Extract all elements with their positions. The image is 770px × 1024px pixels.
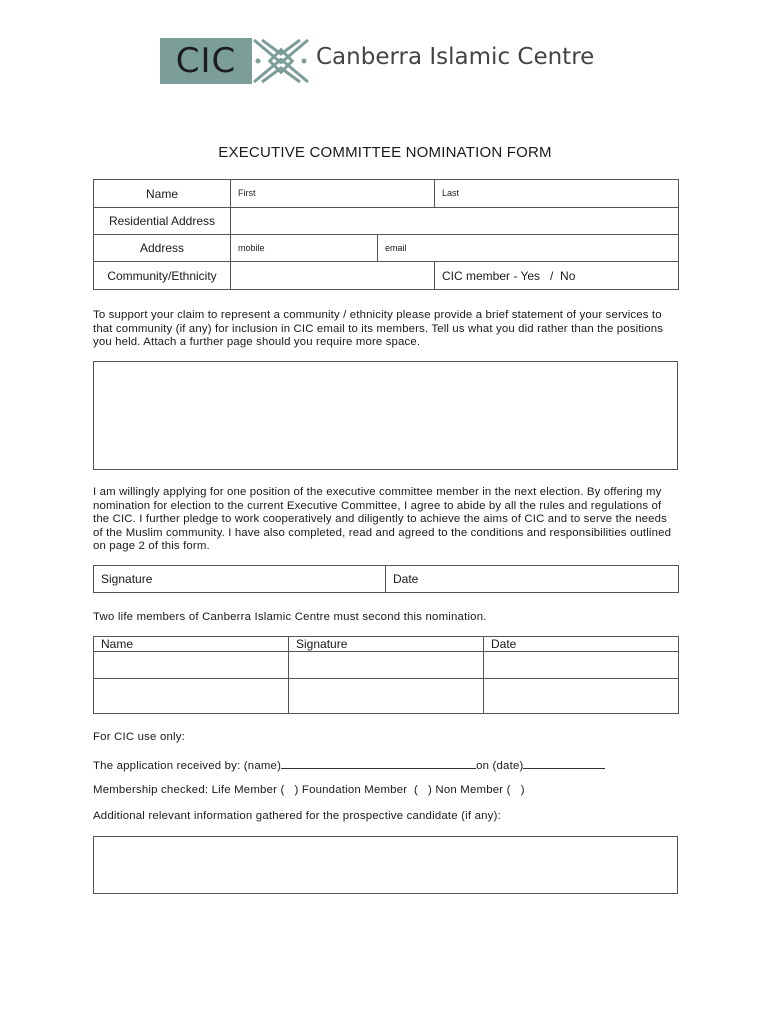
seconder-2-name[interactable]: [94, 679, 289, 714]
mobile-field[interactable]: mobile: [231, 235, 378, 262]
logo-pattern-icon: [252, 38, 310, 84]
received-date-field[interactable]: [523, 758, 605, 769]
nominee-details-table: [93, 179, 679, 290]
residential-address-label: Residential Address: [94, 208, 231, 235]
org-name: Canberra Islamic Centre: [316, 44, 595, 70]
received-name-field[interactable]: [281, 758, 476, 769]
office-use-heading: For CIC use only:: [93, 731, 186, 743]
received-prefix: The application received by: (name): [93, 760, 282, 772]
date-field[interactable]: Date: [386, 566, 679, 593]
last-name-field[interactable]: Last: [435, 180, 679, 208]
additional-info-box[interactable]: [93, 836, 678, 894]
residential-address-field[interactable]: [231, 208, 679, 235]
statement-instructions: To support your claim to represent a community / ethnicity please provide a brief statement of your services to that community (if any) for inclusion in CIC email to its members. Tell us what you did rather than the positions you held. Attach a further page should you require more space.: [93, 309, 664, 349]
received-line: [93, 758, 605, 772]
seconders-table: [93, 636, 679, 714]
community-label: Community/Ethnicity: [94, 262, 231, 290]
seconders-name-header: Name: [94, 637, 289, 652]
additional-info-label: Additional relevant information gathered for the prospective candidate (if any):: [93, 810, 501, 822]
cic-member-choice[interactable]: CIC member - Yes / No: [435, 262, 679, 290]
seconder-1-date[interactable]: [484, 652, 679, 679]
address-label: Address: [94, 235, 231, 262]
email-field[interactable]: email: [378, 235, 679, 262]
statement-box[interactable]: [93, 361, 678, 470]
seconder-1-name[interactable]: [94, 652, 289, 679]
nominee-signature-table: [93, 565, 679, 593]
received-on-label: on (date): [476, 760, 524, 772]
seconders-date-header: Date: [484, 637, 679, 652]
seconders-intro: Two life members of Canberra Islamic Centre must second this nomination.: [93, 611, 487, 623]
seconder-1-signature[interactable]: [289, 652, 484, 679]
membership-checked: Membership checked: Life Member ( ) Foundation Member ( ) Non Member ( ): [93, 784, 525, 796]
form-title: EXECUTIVE COMMITTEE NOMINATION FORM: [218, 144, 552, 161]
first-name-field[interactable]: First: [231, 180, 435, 208]
signature-field[interactable]: Signature: [94, 566, 386, 593]
community-field[interactable]: [231, 262, 435, 290]
logo: CIC: [160, 38, 252, 84]
seconder-2-date[interactable]: [484, 679, 679, 714]
seconder-2-signature[interactable]: [289, 679, 484, 714]
seconders-signature-header: Signature: [289, 637, 484, 652]
declaration-text: I am willingly applying for one position of the executive committee member in the next election. By offering my nomination for election to the current Executive Committee, I agree to abide by all the rules and regulations of the CIC. I further pledge to work cooperatively and diligently to achieve the aims of CIC and to serve the needs of the Muslim community. I have also completed, read and agreed to the conditions and responsibilities outlined on page 2 of this form.: [93, 486, 672, 553]
name-label: Name: [94, 180, 231, 208]
